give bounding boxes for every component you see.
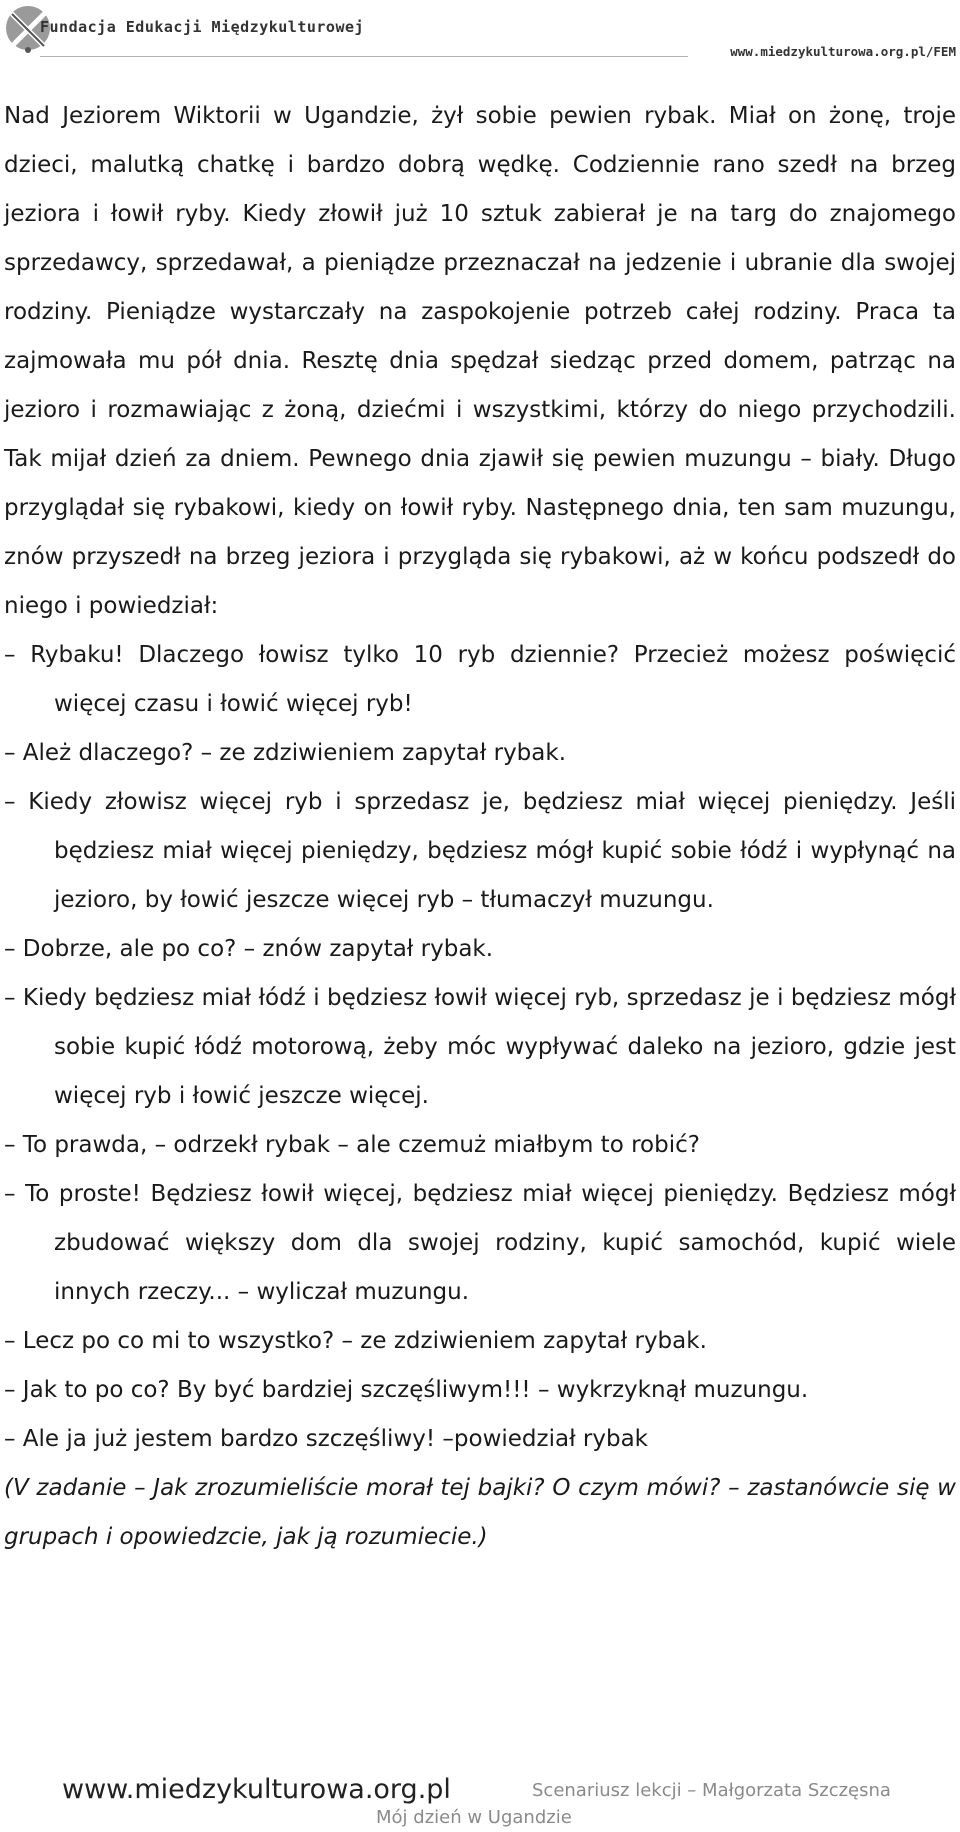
footer-url: www.miedzykulturowa.org.pl: [62, 1774, 451, 1805]
dialog-line: – Lecz po co mi to wszystko? – ze zdziwieniem zapytał rybak.: [4, 1328, 707, 1354]
page-header: [0, 0, 960, 64]
dialog-line: – To prawda, – odrzekł rybak – ale czemuż miałbym to robić?: [4, 1132, 700, 1158]
dialog-line: – To proste! Będziesz łowił więcej, będziesz miał więcej pieniędzy. Będziesz mógł zbudować większy dom dla swojej rodziny, kupić samochód, kupić wiele innych rzeczy... – wyliczał muzungu.: [4, 1181, 956, 1305]
dialog-line: – Ale ja już jestem bardzo szczęśliwy! –powiedział rybak: [4, 1426, 648, 1452]
header-url: www.miedzykulturowa.org.pl/FEM: [730, 44, 956, 59]
dialog-line: – Rybaku! Dlaczego łowisz tylko 10 ryb dziennie? Przecież możesz poświęcić więcej czasu i łowić więcej ryb!: [4, 642, 956, 717]
task-instruction: (V zadanie – Jak zrozumieliście morał tej bajki? O czym mówi? – zastanówcie się w grupach i opowiedzcie, jak ją rozumiecie.): [4, 1475, 956, 1550]
story-intro: Nad Jeziorem Wiktorii w Ugandzie, żył sobie pewien rybak. Miał on żonę, troje dzieci, malutką chatkę i bardzo dobrą wędkę. Codziennie rano szedł na brzeg jeziora i łowił ryby. Kiedy złowił już 10 sztuk zabierał je na targ do znajomego sprzedawcy, sprzedawał, a pieniądze przeznaczał na jedzenie i ubranie dla swojej rodziny. Pieniądze wystarczały na zaspokojenie potrzeb całej rodziny. Praca ta zajmowała mu pół dnia. Resztę dnia spędzał siedząc przed domem, patrząc na jezioro i rozmawiając z żoną, dziećmi i wszystkimi, którzy do niego przychodzili. Tak mijał dzień za dniem. Pewnego dnia zjawił się pewien muzungu – biały. Długo przyglądał się rybakowi, kiedy on łowił ryby. Następnego dnia, ten sam muzungu, znów przyszedł na brzeg jeziora i przygląda się rybakowi, aż w końcu podszedł do niego i powiedział:: [4, 103, 956, 619]
footer-author: Scenariusz lekcji – Małgorzata Szczęsna: [532, 1780, 891, 1801]
dialog-line: – Kiedy złowisz więcej ryb i sprzedasz je, będziesz miał więcej pieniędzy. Jeśli będziesz miał więcej pieniędzy, będziesz mógł kupić sobie łódź i wypłynąć na jezioro, by łowić jeszcze więcej ryb – tłumaczył muzungu.: [4, 789, 956, 913]
dialog-line: – Jak to po co? By być bardziej szczęśliwym!!! – wykrzyknął muzungu.: [4, 1377, 809, 1403]
story-body: [4, 92, 956, 1562]
footer-title: Mój dzień w Ugandzie: [376, 1807, 572, 1828]
header-divider: [40, 56, 688, 57]
organization-name: Fundacja Edukacji Międzykulturowej: [40, 18, 365, 36]
dialog-line: – Dobrze, ale po co? – znów zapytał rybak.: [4, 936, 494, 962]
dialog-line: – Kiedy będziesz miał łódź i będziesz łowił więcej ryb, sprzedasz je i będziesz mógł sobie kupić łódź motorową, żeby móc wypływać daleko na jezioro, gdzie jest więcej ryb i łowić jeszcze więcej.: [4, 985, 956, 1109]
dialog-line: – Ależ dlaczego? – ze zdziwieniem zapytał rybak.: [4, 740, 567, 766]
